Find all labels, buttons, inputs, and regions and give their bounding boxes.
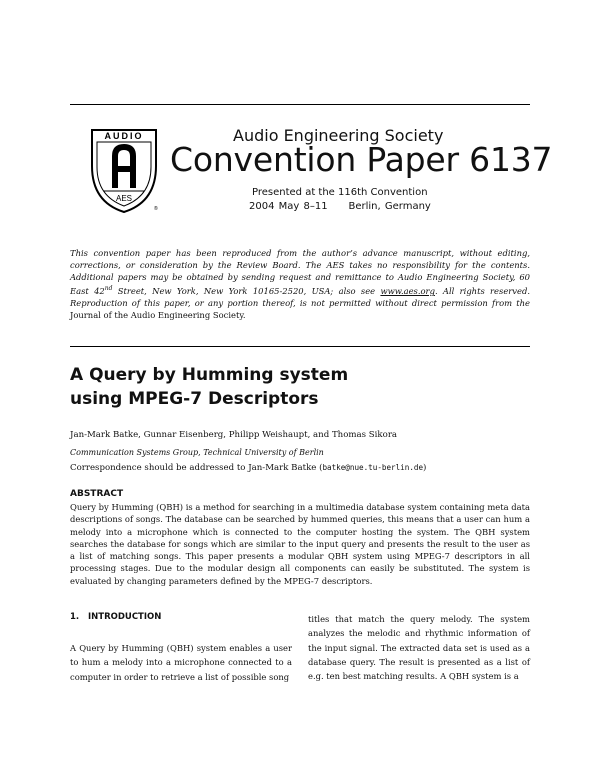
correspondence-suffix: ) — [423, 463, 427, 473]
society-name: Audio Engineering Society — [233, 126, 444, 145]
correspondence-prefix: Correspondence should be addressed to Jan-Mark Batke ( — [70, 463, 323, 473]
abstract-heading: ABSTRACT — [70, 489, 124, 499]
notice-superscript: nd — [104, 285, 113, 292]
introduction-heading: 1. INTRODUCTION — [70, 612, 162, 622]
convention-date-line — [249, 201, 431, 212]
paper-type: Convention Paper 6137 — [170, 140, 553, 179]
notice-journal: Journal of the Audio Engineering Society. — [70, 309, 246, 320]
logo-text-top: AUDIO — [104, 131, 144, 141]
paper-title — [70, 363, 348, 411]
logo-text-bottom: AES — [115, 194, 133, 203]
aes-logo — [88, 120, 160, 215]
logo-registered-mark: ® — [154, 206, 158, 212]
correspondence — [70, 463, 426, 473]
affiliation: Communication Systems Group, Technical University of Berlin — [70, 448, 324, 457]
introduction-right-column: titles that match the query melody. The system analyzes the melodic and rhythmic information of the input signal. The extracted data set is used as a database query. The result is presented as a list of e.g. ten best matching results. A QBH system is a — [308, 614, 530, 682]
notice-text-mid: Street, New York, New York 10165-2520, USA; also see — [112, 285, 381, 296]
top-rule — [70, 104, 530, 105]
title-line-1: A Query by Humming system — [70, 365, 349, 385]
presented-at: Presented at the 116th Convention — [252, 187, 428, 198]
logo-letter-a — [112, 144, 136, 188]
introduction-left-column: A Query by Humming (QBH) system enables a user to hum a melody into a microphone connected to a computer in order to retrieve a list of possible song — [70, 643, 292, 682]
convention-date: 2004 May 8–11 — [249, 201, 328, 212]
authors: Jan-Mark Batke, Gunnar Eisenberg, Philipp Weishaupt, and Thomas Sikora — [70, 430, 398, 440]
notice-text-start: This convention paper has been reproduced from the author’s advance manuscript, without editing, corrections, or consideration by the Review Board. The AES takes no responsibility for the contents. Additional papers may be obtained by sending request and remittance to Audio Engineering Society, 60 East 42 — [70, 248, 530, 296]
convention-location: Berlin, Germany — [348, 201, 431, 212]
title-line-2: using MPEG-7 Descriptors — [70, 389, 319, 409]
middle-rule — [70, 346, 530, 347]
aes-website-link[interactable]: www.aes.org — [380, 285, 435, 296]
publication-notice — [70, 247, 530, 321]
abstract-text: Query by Humming (QBH) is a method for searching in a multimedia database system containing meta data descriptions of songs. The database can be searched by hummed queries, this means that a user can hum a melody into a microphone which is connected to the computer hosting the system. The QBH system searches the database for songs which are similar to the input query and presents the result to the user as a list of matching songs. This paper presents a modular QBH system using MPEG-7 descriptors in all processing stages. Due to the modular design all components can easily be substituted. The system is evaluated by changing parameters defined by the MPEG-7 descriptors. — [70, 502, 530, 586]
email-link[interactable]: batke@nue.tu-berlin.de — [322, 463, 424, 472]
notice-text-end: . All rights reserved. Reproduction of this paper, or any portion thereof, is not permitted without direct permission from the — [70, 285, 530, 308]
